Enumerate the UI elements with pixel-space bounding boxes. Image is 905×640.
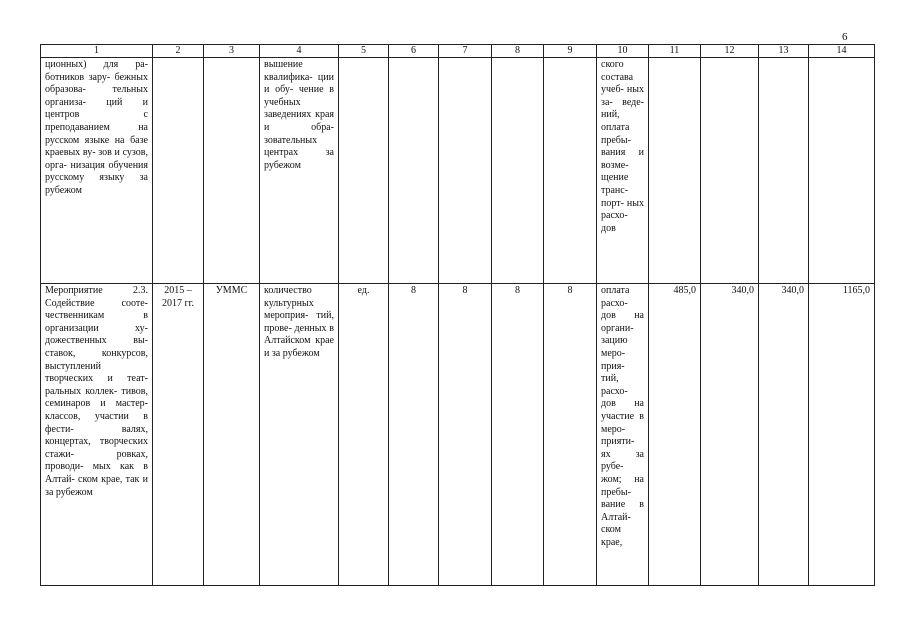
cell-activity: ционных) для ра- ботников зару- бежных образова- тельных организа- ций и центров с преподаванием на русском языке на базе краевых ву- зов и сузов, орга- низация обучения русскому языку за рубежом — [41, 58, 153, 284]
cell-amount-11: 485,0 — [649, 284, 701, 586]
col-header-3: 3 — [204, 45, 260, 58]
cell-amount-13 — [759, 58, 809, 284]
col-header-5: 5 — [339, 45, 389, 58]
cell-amount-total — [809, 58, 875, 284]
cell-executor — [204, 58, 260, 284]
cell-indicator: количество культурных мероприя- тий, прове- денных в Алтайском крае и за рубежом — [260, 284, 339, 586]
cell-amount-11 — [649, 58, 701, 284]
cell-period: 2015 – 2017 гг. — [153, 284, 204, 586]
cell-amount-12 — [701, 58, 759, 284]
cell-activity: Мероприятие 2.3. Содействие сооте- чественникам в организации ху- дожественных вы- ставок, конкурсов, выступлений творческих и теат- ральных коллек- тивов, семинаров и мастер-классов, участии в фести- валях, концертах, творческих стажи- ровках, проводи- мых как в Алтай- ском крае, так и за рубежом — [41, 284, 153, 586]
cell-value-8: 8 — [492, 284, 544, 586]
cell-expense-description: ского состава учеб- ных за- веде- ний, оплата пребы- вания и возме- щение транс- порт- ных расхо- дов — [597, 58, 649, 284]
cell-value-9 — [544, 58, 597, 284]
col-header-13: 13 — [759, 45, 809, 58]
program-table — [40, 44, 875, 586]
cell-value-7 — [439, 58, 492, 284]
table-row — [41, 284, 875, 586]
page-number: 6 — [842, 31, 848, 43]
col-header-9: 9 — [544, 45, 597, 58]
col-header-4: 4 — [260, 45, 339, 58]
cell-amount-12: 340,0 — [701, 284, 759, 586]
cell-executor: УММС — [204, 284, 260, 586]
cell-value-8 — [492, 58, 544, 284]
col-header-2: 2 — [153, 45, 204, 58]
col-header-11: 11 — [649, 45, 701, 58]
col-header-1: 1 — [41, 45, 153, 58]
cell-indicator: вышение квалифика- ции и обу- чение в учебных заведениях края и обра- зовательных центрах за рубежом — [260, 58, 339, 284]
header-row — [41, 45, 875, 58]
col-header-6: 6 — [389, 45, 439, 58]
cell-amount-total: 1165,0 — [809, 284, 875, 586]
cell-amount-13: 340,0 — [759, 284, 809, 586]
col-header-14: 14 — [809, 45, 875, 58]
col-header-10: 10 — [597, 45, 649, 58]
col-header-8: 8 — [492, 45, 544, 58]
col-header-12: 12 — [701, 45, 759, 58]
cell-value-6: 8 — [389, 284, 439, 586]
cell-value-7: 8 — [439, 284, 492, 586]
table-row — [41, 58, 875, 284]
cell-expense-description: оплата расхо- дов на органи- зацию меро- прия- тий, расхо- дов на участие в меро- прияти- ях за рубе- жом; на пребы- вание в Алтай- ском крае, — [597, 284, 649, 586]
cell-period — [153, 58, 204, 284]
cell-value-6 — [389, 58, 439, 284]
col-header-7: 7 — [439, 45, 492, 58]
cell-value-9: 8 — [544, 284, 597, 586]
cell-unit: ед. — [339, 284, 389, 586]
cell-unit — [339, 58, 389, 284]
